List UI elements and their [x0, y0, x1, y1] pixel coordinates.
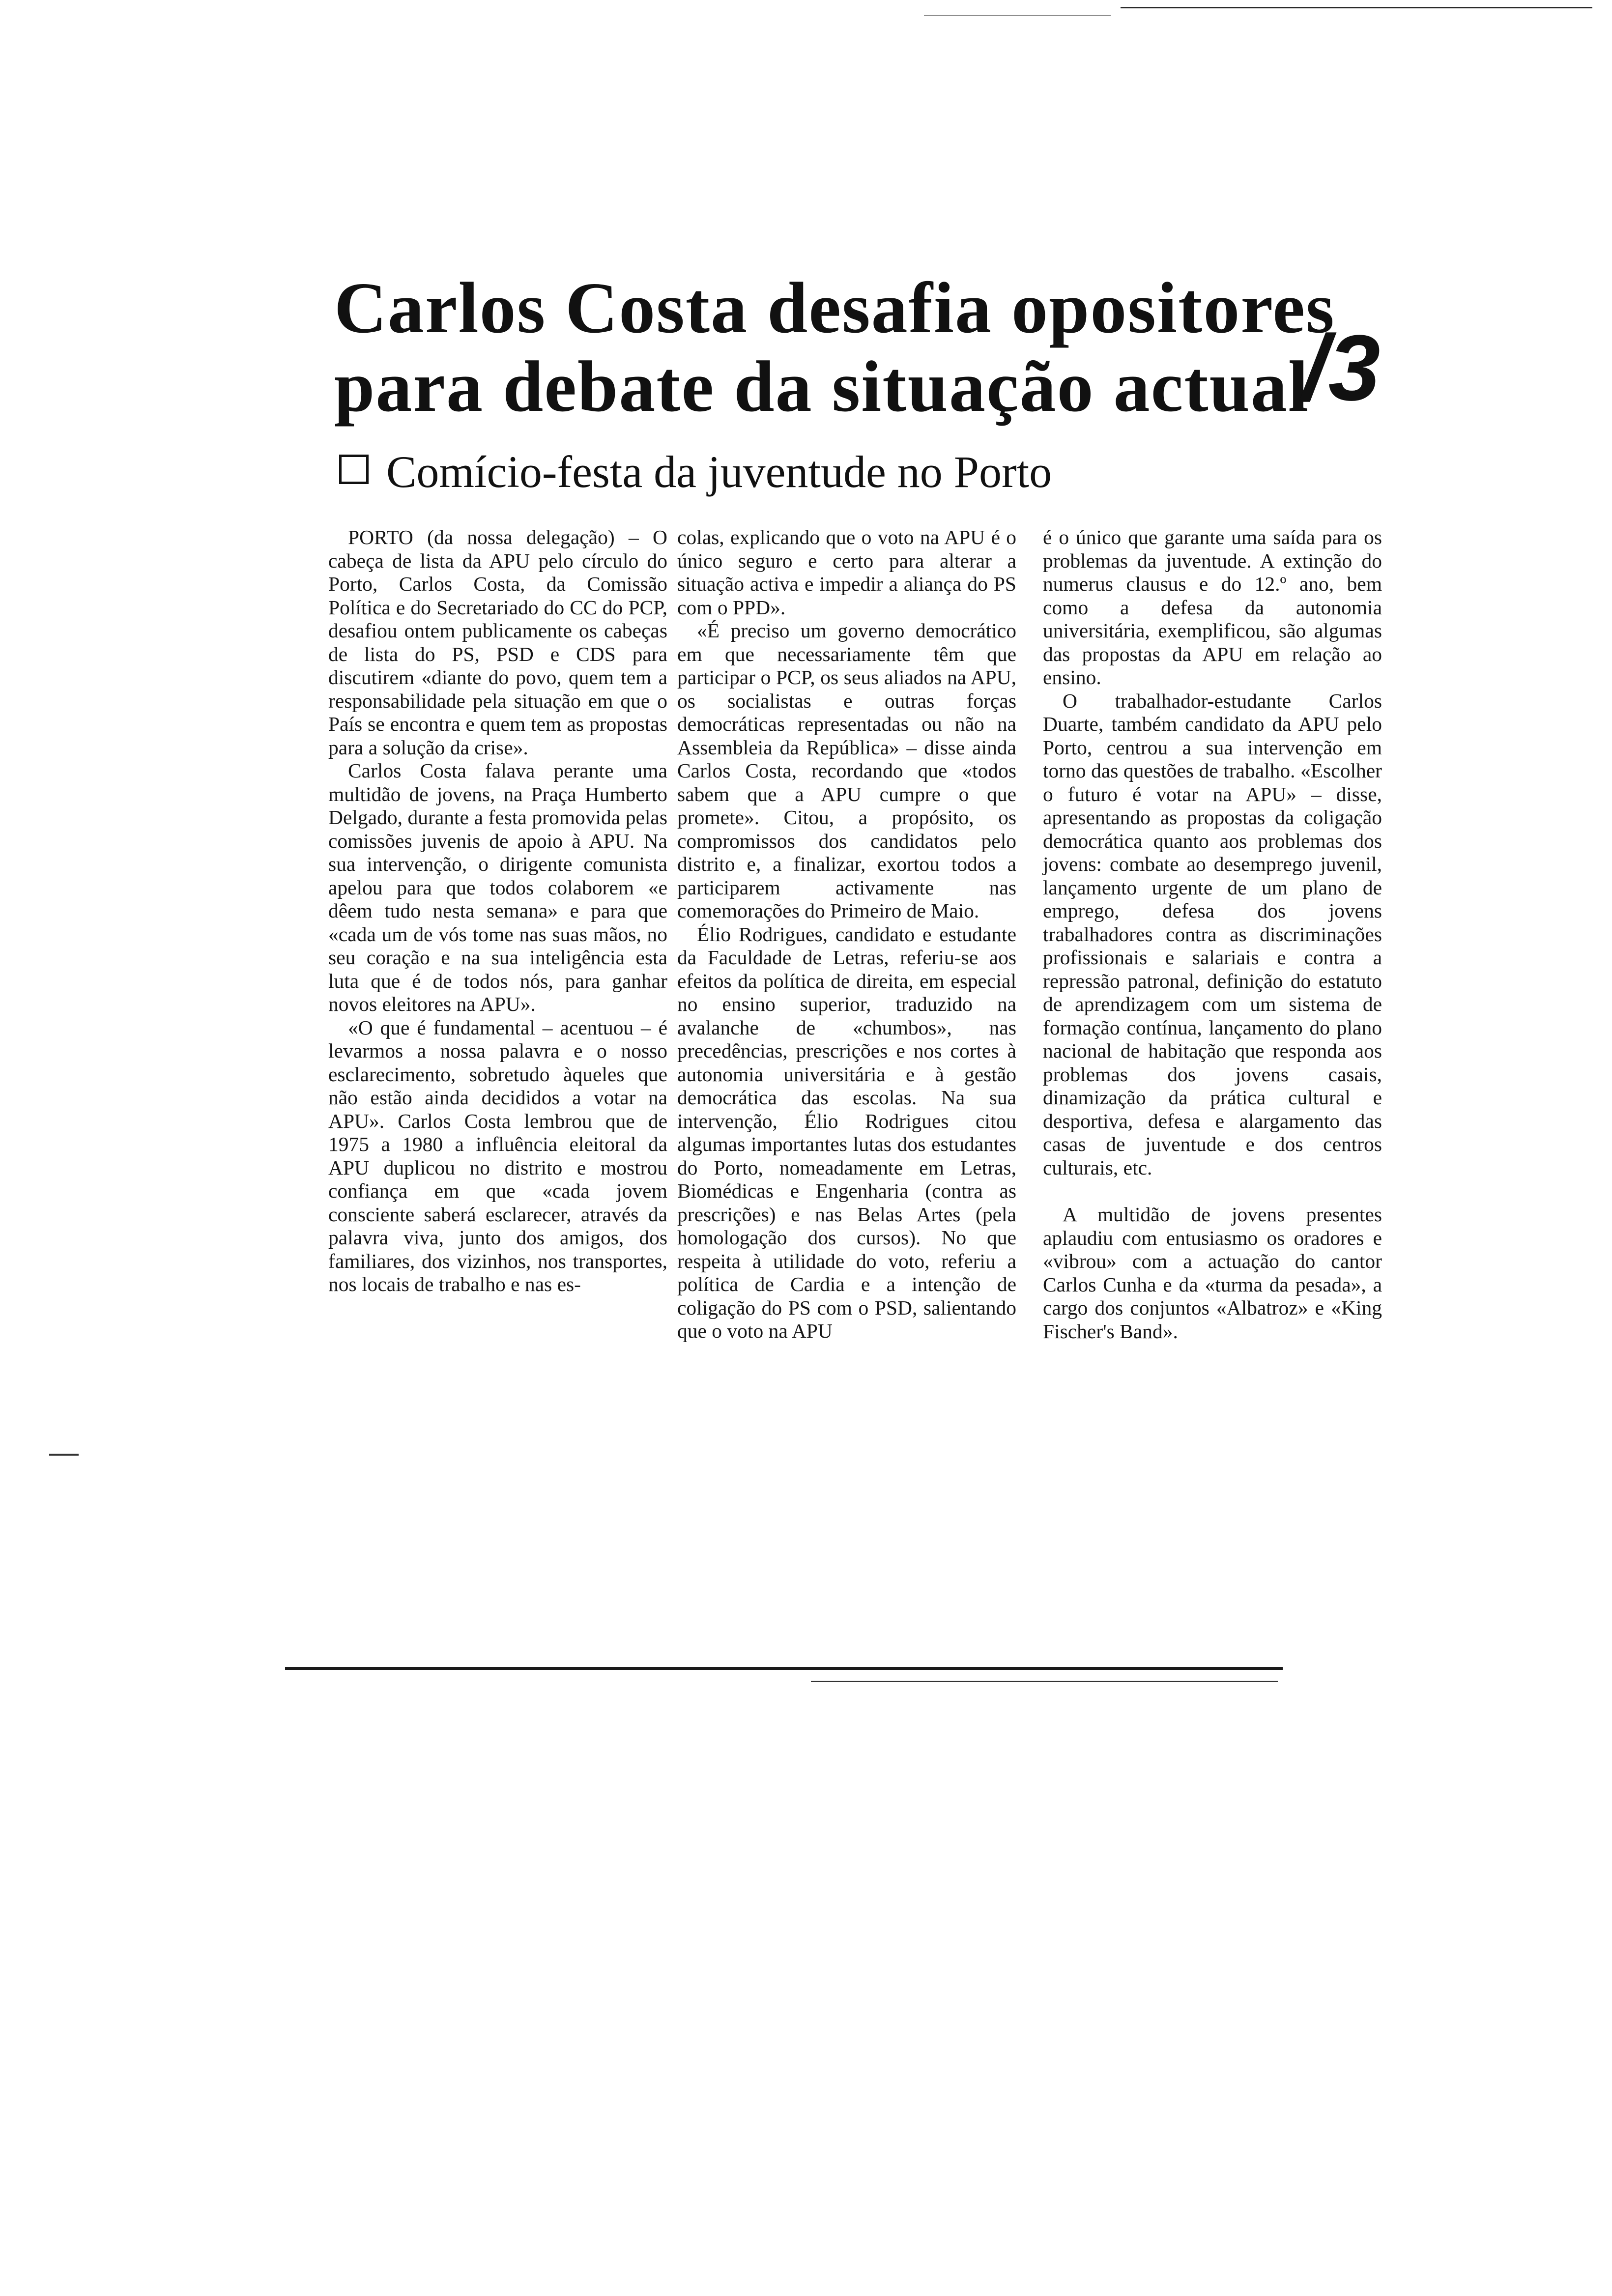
paragraph: O trabalhador-estudante Carlos Duarte, também candidato da APU pelo Porto, centrou a sua intervenção em torno das questões de trabalho. «Escolher o futuro é votar na APU» – disse, apresentando as propostas da coligação democrática quanto aos problemas dos jovens: combate ao desemprego juvenil, lançamento urgente de um plano de emprego, defesa dos jovens trabalhadores contra as discriminações profissionais e salariais e contra a repressão patronal, definição do estatuto de aprendizagem com um sistema de formação contínua, lançamento do plano nacional de habitação que responda aos problemas dos jovens casais, dinamização da prática cultural e desportiva, defesa e alargamento das casas de juventude e dos centros culturais, etc. — [1043, 689, 1382, 1179]
paragraph: PORTO (da nossa delegação) – O cabeça de lista da APU pelo círculo do Porto, Carlos Costa, da Comissão Política e do Secretariado do CC do PCP, desafiou ontem publicamente os cabeças de lista do PS, PSD e CDS para discutirem «diante do povo, quem tem a responsabilidade pela situação em que o País se encontra e quem tem as propostas para a solução da crise». — [328, 526, 667, 759]
margin-mark — [49, 1454, 79, 1456]
article-column-1 — [328, 526, 667, 1296]
paragraph: Carlos Costa falava perante uma multidão de jovens, na Praça Humberto Delgado, durante a festa promovida pelas comissões juvenis de apoio à APU. Na sua intervenção, o dirigente comunista apelou para que todos colaborem «e dêem tudo nesta semana» e para que «cada um de vós tome nas suas mãos, no seu coração e na sua inteligência esta luta que é de todos nós, para ganhar novos eleitores na APU». — [328, 759, 667, 1015]
checkbox-square-icon — [339, 455, 369, 484]
paragraph: é o único que garante uma saída para os problemas da juventude. A extinção do numerus clausus e do 12.º ano, bem como a defesa da autonomia universitária, exemplificou, são algumas das propostas da APU em relação ao ensino. — [1043, 526, 1382, 689]
scan-edge-line — [1121, 7, 1592, 8]
article-headline — [334, 269, 1415, 427]
article-column-3 — [1043, 526, 1382, 1343]
headline-line-1: Carlos Costa desafia opositores — [334, 268, 1335, 348]
paragraph: Élio Rodrigues, candidato e estudante da Faculdade de Letras, referiu-se aos efeitos da política de direita, em especial no ensino superior, traduzido na avalanche de «chumbos», nas precedências, prescrições e nos cortes à autonomia universitária e à gestão democrática das escolas. Na sua intervenção, Élio Rodrigues citou algumas importantes lutas dos estudantes do Porto, nomeadamente em Letras, Biomédicas e Engenharia (contra as prescrições) e nas Belas Artes (pela homologação dos cursos). No que respeita à utilidade do voto, referiu a política de Cardia e a intenção de coligação do PS com o PSD, salientando que o voto na APU — [677, 922, 1016, 1342]
subheadline-text: Comício-festa da juventude no Porto — [386, 447, 1052, 497]
paragraph: «É preciso um governo democrático em que necessariamente têm que participar o PCP, os seus aliados na APU, os socialistas e outras forças democráticas representadas ou não na Assembleia da República» – disse ainda Carlos Costa, recordando que «todos sabem que a APU cumpre o que promete». Citou, a propósito, os compromissos dos candidatos pelo distrito e, a finalizar, exortou todos a participarem activamente nas comemorações do Primeiro de Maio. — [677, 619, 1016, 922]
bottom-rule-thin — [811, 1681, 1278, 1682]
paragraph: colas, explicando que o voto na APU é o único seguro e certo para alterar a situação activa e impedir a aliança do PS com o PPD». — [677, 526, 1016, 619]
bottom-rule — [285, 1667, 1283, 1670]
paragraph: «O que é fundamental – acentuou – é levarmos a nossa palavra e o nosso esclarecimento, sobretudo àqueles que não estão ainda decididos a votar na APU». Carlos Costa lembrou que de 1975 a 1980 a influência eleitoral da APU duplicou no distrito e mostrou confiança em que «cada jovem consciente saberá esclarecer, através da palavra viva, junto dos amigos, dos familiares, dos vizinhos, nos transportes, nos locais de trabalho e nas es- — [328, 1016, 667, 1295]
article-column-2 — [677, 526, 1016, 1343]
article-subheadline — [339, 447, 1420, 497]
handwritten-page-mark: /3 — [1302, 316, 1381, 420]
headline-line-2: para debate da situação actual — [334, 346, 1309, 427]
paragraph: A multidão de jovens presentes aplaudiu com entusiasmo os oradores e «vibrou» com a actuação do cantor Carlos Cunha e da «turma da pesada», a cargo dos conjuntos «Albatroz» e «King Fischer's Band». — [1043, 1203, 1382, 1343]
scan-edge-line — [924, 15, 1111, 16]
